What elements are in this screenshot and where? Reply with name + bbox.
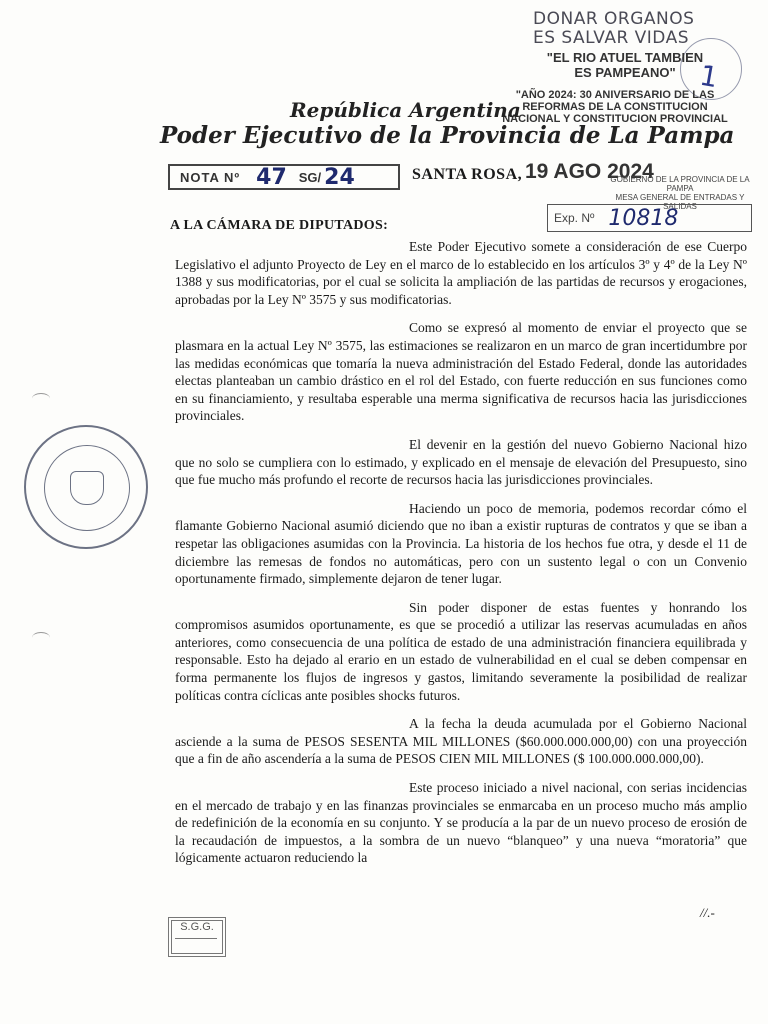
continuation-mark: //.- [700,905,715,920]
sgg-stamp [168,917,226,957]
expediente-number: 10818 [608,205,679,231]
paragraph: Este proceso iniciado a nivel nacional, con serias incidencias en el mercado de trabajo y en las finanzas provinciales se enmarcaba en un proceso mucho más amplio de redefinición de la economía en su conjunto. Y se producía a la par de un nuevo proceso de erosión de la recaudación de impuestos, a la sombra de un nuevo “blanqueo” y una nueva “moratoria” que lógicamente actuaron reduciendo la [175,780,747,866]
sgg-text: S.G.G. [180,921,214,933]
letterhead-poder-ejecutivo: Poder Ejecutivo de la Provincia de La Pampa [160,122,735,149]
atuel-slogan-stamp [530,50,720,80]
paragraph: Haciendo un poco de memoria, podemos recordar cómo el flamante Gobierno Nacional asumió diciendo que no iban a existir rupturas de contratos y que se iban a respetar las obligaciones asumidas con la Provincia. La historia de los hechos fue otra, y desde el 11 de diciembre las remesas de fondos no automáticas, pero con un sustento legal o con un Convenio oportunamente firmado, simplemente dejaron de tener lugar. [175,500,747,587]
nota-number: 47 [256,164,287,190]
anniversary-line-1: "AÑO 2024: 30 ANIVERSARIO DE LAS [515,89,715,101]
provincial-seal [24,425,148,549]
atuel-line-1: "EL RIO ATUEL TAMBIEN [546,50,704,65]
paragraph: Este Poder Ejecutivo somete a consideración de ese Cuerpo Legislativo el adjunto Proyecto de Ley en el marco de lo establecido en los artículos 3º y 4º de la Ley Nº 1388 y sus modificatorias, por el cual se solicita la ampliación de las partidas de recursos y erogaciones, aprobadas por la Ley Nº 3575 y sus modificatorias. [175,239,747,307]
paragraph: Como se expresó al momento de enviar el proyecto que se plasmara en la actual Ley Nº 3575, las estimaciones se realizaron en un marco de gran incertidumbre por las medidas económicas que tomaría la nueva administración del Estado Federal, donde las autoridades electas planteaban un cambio drástico en el rol del Estado, con fuerte reducción en sus funciones como en su financiamiento, y resultaba esperable una merma significativa de recursos hacia las jurisdicciones provinciales. [175,320,747,424]
organ-donation-stamp [533,10,763,48]
reception-line-1: GOBIERNO DE LA PROVINCIA DE LA PAMPA [610,175,750,193]
nota-sg-label: SG/ [298,169,322,185]
nota-year: 24 [324,164,355,190]
sgg-signature-line [175,938,217,939]
expediente-box [547,204,752,232]
handwritten-mark: 1 [697,58,721,95]
seal-crest-icon [70,471,104,505]
atuel-line-2: ES PAMPEANO" [574,65,676,80]
letter-body [175,238,747,878]
anniversary-stamp [500,89,730,125]
slogan-line-2: ES SALVAR VIDAS [533,28,690,48]
expediente-label: Exp. Nº [554,211,595,225]
letterhead-republica: República Argentina [290,98,521,122]
nota-label: NOTA Nº [180,169,241,185]
paragraph: A la fecha la deuda acumulada por el Gobierno Nacional asciende a la suma de PESOS SESENTA MIL MILLONES ($60.000.000.000,00) con una proyección que a fin de año ascendería a la suma de PESOS CIEN MIL MILLONES ($ 100.000.000.000,00). [175,716,747,767]
punch-hole-icon [32,632,50,643]
anniversary-line-2: REFORMAS DE LA CONSTITUCION [522,101,708,113]
date-stamp: 19 AGO 2024 [525,160,654,183]
punch-hole-icon [32,393,50,404]
place-label: SANTA ROSA, [412,166,523,183]
nota-number-box [168,164,400,190]
paragraph: Sin poder disponer de estas fuentes y honrando los compromisos asumidos oportunamente, es que se procedió a utilizar las reservas acumuladas en años anteriores, como consecuencia de una política de estado de una administración financiera equilibrada y responsable. Esto ha dejado al erario en un estado de vulnerabilidad en el cual se deben compensar en forma permanente los flujos de ingresos y gastos, limitando severamente la posibilidad de realizar políticas contra cíclicas ante posibles shocks futuros. [175,599,747,703]
slogan-line-1: DONAR ORGANOS [533,9,695,29]
anniversary-line-3: NACIONAL Y CONSTITUCION PROVINCIAL [502,113,728,125]
addressee: A LA CÁMARA DE DIPUTADOS: [170,218,389,233]
reception-line-2: MESA GENERAL DE ENTRADAS Y SALIDAS [615,193,745,211]
paragraph: El devenir en la gestión del nuevo Gobierno Nacional hizo que no solo se cumpliera con lo estimado, y explicado en el mensaje de elevación del Presupuesto, sino que fue mucho más profundo el recorte de recursos hacia las jurisdicciones provinciales. [175,436,747,488]
